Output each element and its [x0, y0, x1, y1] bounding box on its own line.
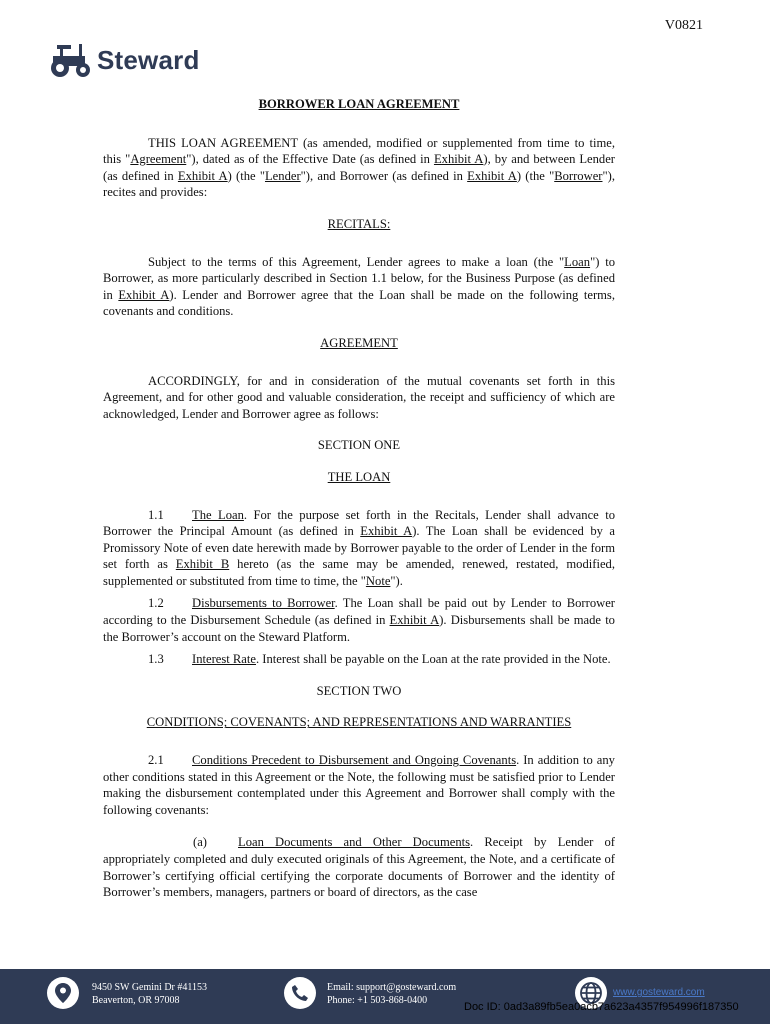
note-term: Note [365, 573, 391, 588]
section-1-3-title: Interest Rate [192, 652, 256, 667]
lender-term: Lender [264, 168, 301, 183]
footer-contact [327, 981, 456, 1007]
exhibit-a-ref: Exhibit A [118, 287, 170, 302]
agreement-term: Agreement [130, 152, 187, 167]
conditions-heading: CONDITIONS; COVENANTS; AND REPRESENTATIONS AND WARRANTIES [146, 715, 572, 730]
the-loan-heading: THE LOAN [327, 469, 391, 484]
section-1-2-title: Disbursements to Borrower [192, 596, 335, 611]
exhibit-b-ref: Exhibit B [175, 557, 230, 572]
footer-email[interactable]: Email: support@gosteward.com [327, 982, 457, 993]
address-line-2: Beaverton, OR 97008 [92, 995, 180, 1006]
agreement-heading: AGREEMENT [320, 335, 398, 350]
intro-paragraph: THIS LOAN AGREEMENT (as amended, modified or supplemented from time to time, this "Agreement"), dated as of the Effective Date (as defined in Exhibit A), by and between Lender (as defined in Exhibit A) (the "Lender"), and Borrower (as defined in Exhibit A) (the "Borrower"), recites and provides: [103, 135, 615, 200]
exhibit-a-ref: Exhibit A [467, 168, 517, 183]
exhibit-a-ref: Exhibit A [433, 152, 484, 167]
doc-id: Doc ID: 0ad3a89fb5ea0acb7a623a4357f954996f187350 [464, 1001, 739, 1013]
accordingly-paragraph: ACCORDINGLY, for and in consideration of the mutual covenants set forth in this Agreement, and for other good and valuable consideration, the receipt and sufficiency of which are acknowledged, Lender and Borrower agree as follows: [103, 373, 615, 421]
section-1-1: 1.1 The Loan. For the purpose set forth in the Recitals, Lender shall advance to Borrower the Principal Amount (as defined in Exhibit A). The Loan shall be evidenced by a Promissory Note of even date herewith made by Borrower payable to the order of Lender in the form set forth as Exhibit B hereto (as the same may be amended, renewed, restated, modified, supplemented or substituted from time to time, the "Note"). [103, 507, 615, 588]
section-1-1-title: The Loan [192, 507, 244, 522]
version-code: V0821 [664, 18, 703, 33]
exhibit-a-ref: Exhibit A [389, 613, 440, 628]
borrower-term: Borrower [554, 168, 603, 183]
section-1-3: 1.3 Interest Rate. Interest shall be payable on the Loan at the rate provided in the Note. [148, 652, 611, 667]
phone-icon [284, 977, 316, 1009]
address-line-1: 9450 SW Gemini Dr #41153 [92, 982, 207, 993]
recitals-paragraph: Subject to the terms of this Agreement, Lender agrees to make a loan (the "Loan") to Borrower, as more particularly described in Section 1.1 below, for the Business Purpose (as defined in Exhibit A). Lender and Borrower agree that the Loan shall be made on the following terms, covenants and conditions. [103, 254, 615, 319]
exhibit-a-ref: Exhibit A [360, 524, 413, 539]
logo-wordmark: Steward [97, 44, 200, 75]
section-2-1-title: Conditions Precedent to Disbursement and Ongoing Covenants [192, 753, 517, 768]
agreement-body [103, 96, 615, 901]
location-pin-icon [47, 977, 79, 1009]
tractor-icon [47, 42, 93, 78]
section-1-2: 1.2 Disbursements to Borrower. The Loan shall be paid out by Lender to Borrower according to the Disbursement Schedule (as defined in Exhibit A). Disbursements shall be made to the Borrower’s account on the Steward Platform. [103, 596, 615, 644]
section-2-1: 2.1 Conditions Precedent to Disbursement and Ongoing Covenants. In addition to any other conditions stated in this Agreement or the Note, the following must be satisfied prior to Lender making the disbursement contemplated under this Agreement and Borrower shall comply with the following covenants: [103, 753, 615, 817]
footer-address [92, 981, 207, 1007]
section-one-heading: SECTION ONE [317, 438, 401, 453]
agreement-title: BORROWER LOAN AGREEMENT [258, 97, 460, 111]
recitals-heading: RECITALS: [327, 216, 391, 231]
footer-website-link[interactable]: www.gosteward.com [613, 987, 705, 998]
exhibit-a-ref: Exhibit A [177, 168, 228, 183]
loan-term: Loan [564, 254, 591, 269]
section-2-1-a: (a) Loan Documents and Other Documents. Receipt by Lender of appropriately completed and duly executed originals of this Agreement, the Note, and a certificate of Borrower’s certifying official certifying the corporate documents of Borrower and the identity of Borrower’s members, managers, partners or board of directors, as the case [103, 835, 615, 900]
section-two-heading: SECTION TWO [316, 683, 402, 698]
steward-logo [47, 42, 200, 78]
footer-phone[interactable]: Phone: +1 503-868-0400 [327, 995, 428, 1006]
section-2-1-a-title: Loan Documents and Other Documents [238, 835, 471, 850]
